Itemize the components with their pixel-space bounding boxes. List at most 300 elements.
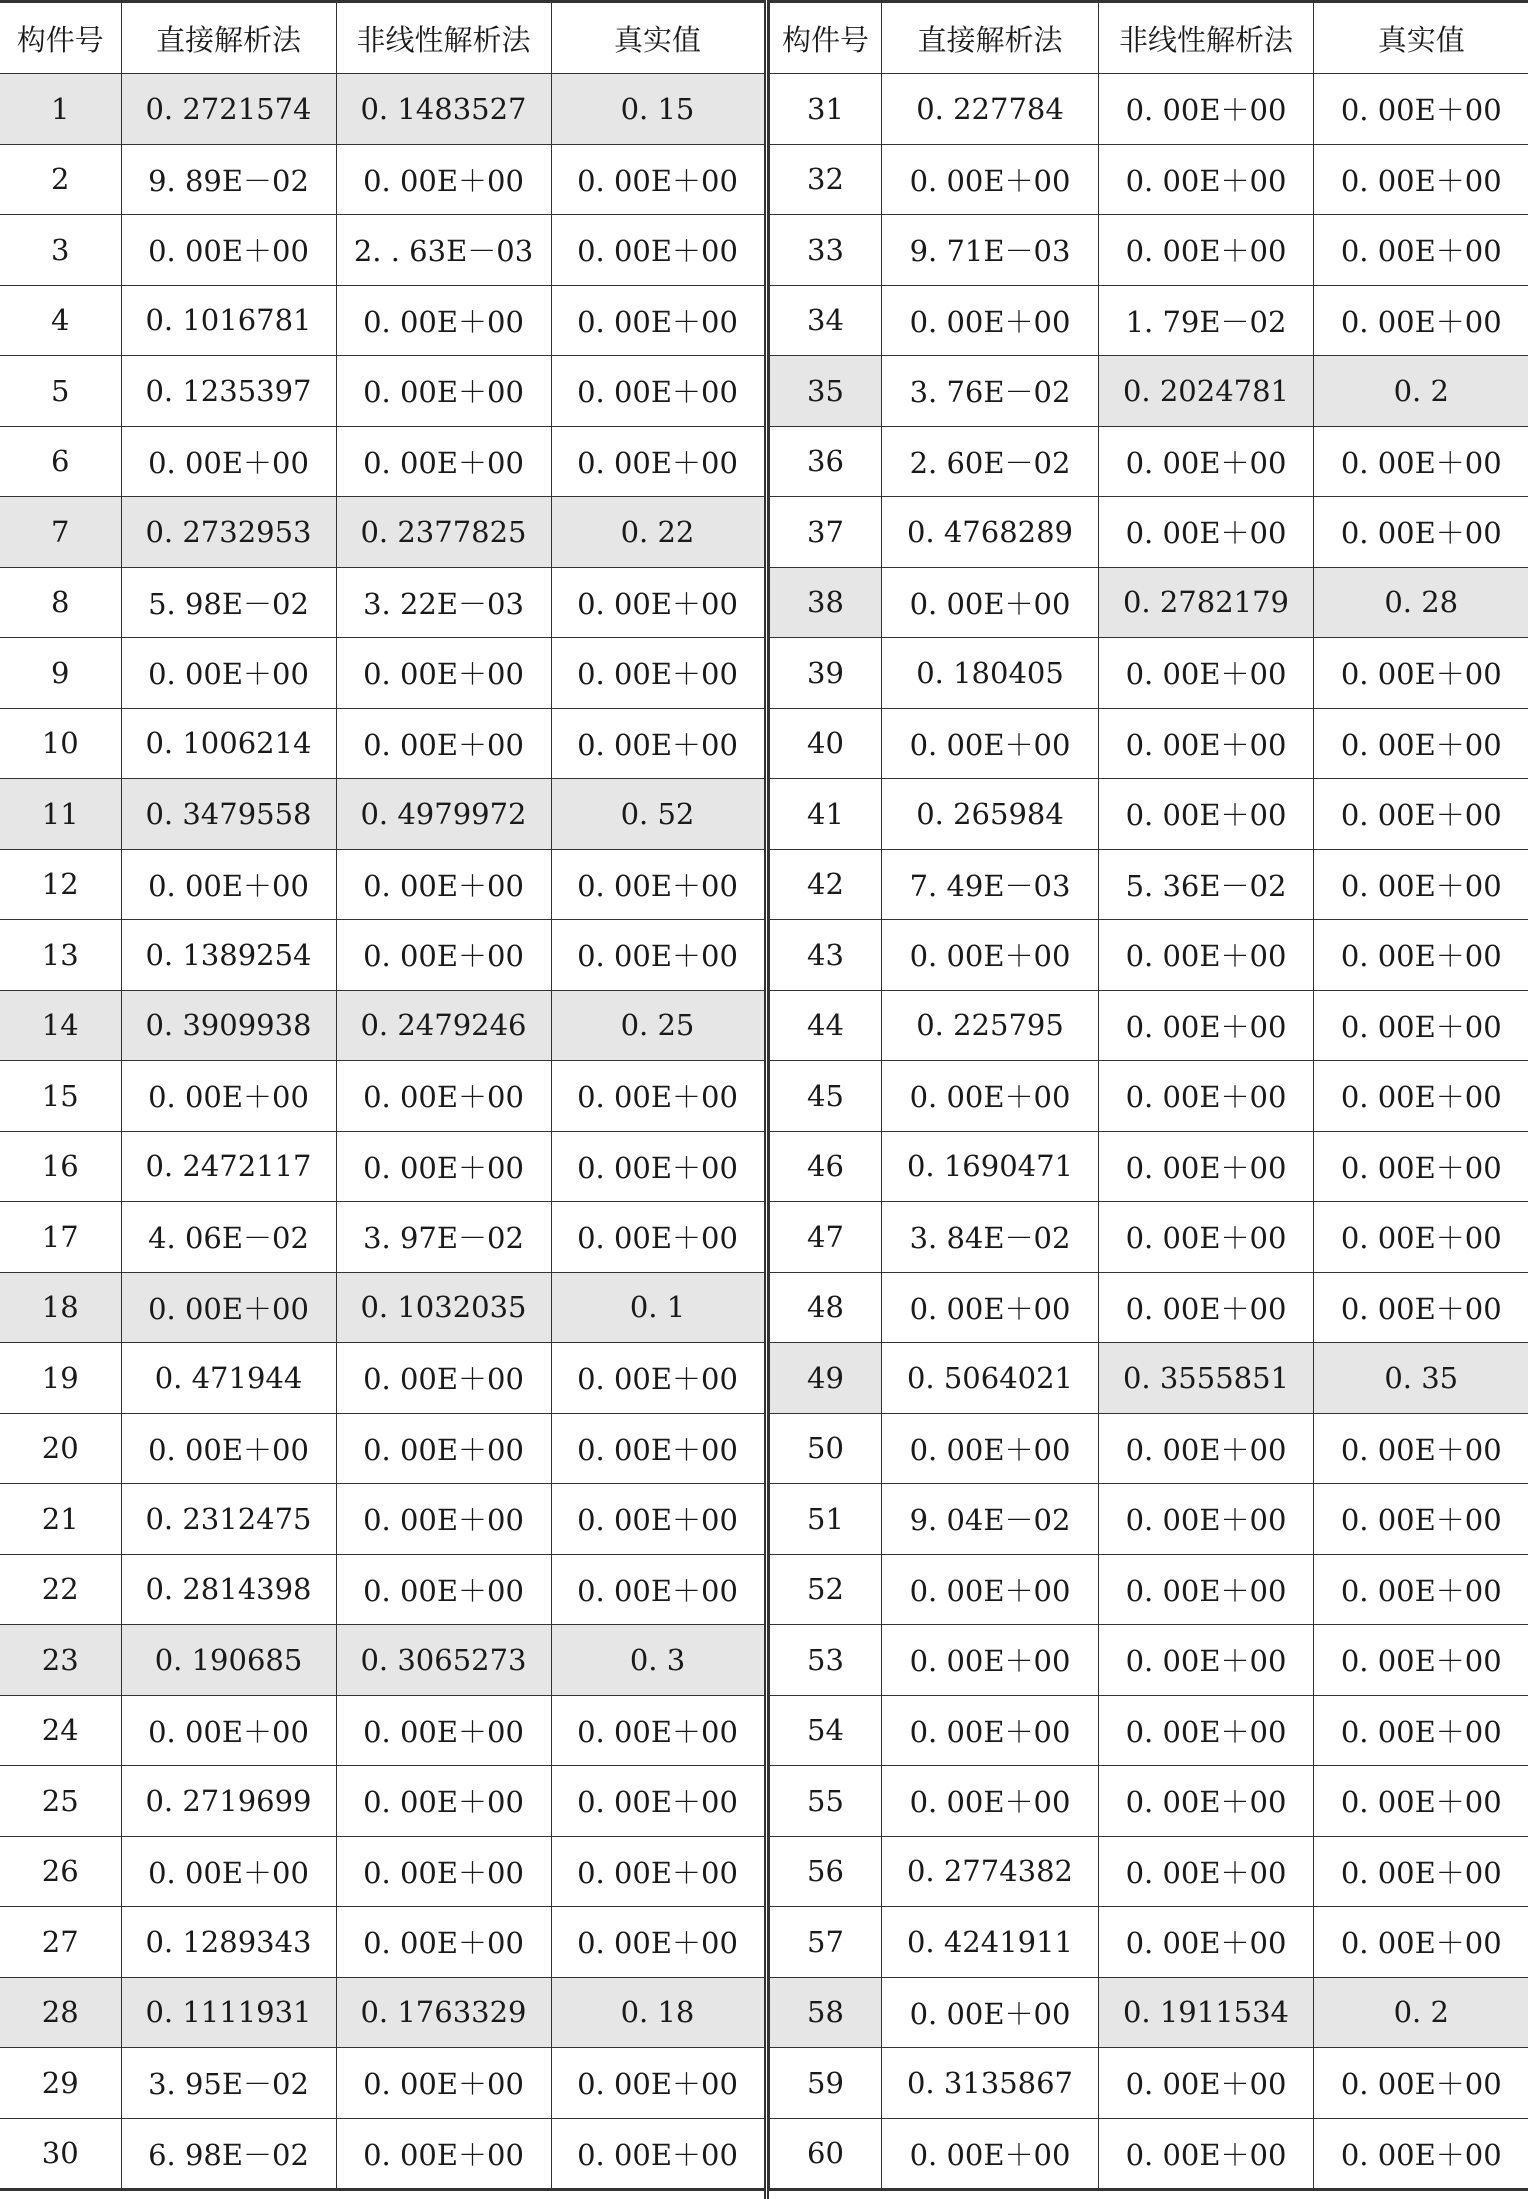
cell-id: 50 [770, 1413, 882, 1484]
table-row [770, 1272, 1528, 1343]
cell-true: 0. 00E＋00 [1314, 779, 1528, 850]
cell-true: 0. 00E＋00 [551, 2048, 764, 2119]
cell-true: 0. 00E＋00 [551, 1836, 764, 1907]
table-row [770, 1554, 1528, 1625]
cell-direct: 0. 265984 [882, 779, 1099, 850]
cell-direct: 9. 04E－02 [882, 1484, 1099, 1555]
cell-direct: 9. 89E－02 [121, 144, 336, 215]
cell-nonlinear: 0. 00E＋00 [336, 1554, 551, 1625]
cell-true: 0. 52 [551, 779, 764, 850]
cell-true: 0. 00E＋00 [551, 1766, 764, 1837]
cell-direct: 0. 00E＋00 [121, 1272, 336, 1343]
cell-id: 12 [0, 849, 121, 920]
table-row [0, 1413, 764, 1484]
cell-true: 0. 00E＋00 [1314, 1061, 1528, 1132]
cell-true: 0. 00E＋00 [1314, 1907, 1528, 1978]
table-row [770, 2118, 1528, 2190]
cell-id: 42 [770, 849, 882, 920]
cell-direct: 0. 4241911 [882, 1907, 1099, 1978]
cell-true: 0. 00E＋00 [1314, 1625, 1528, 1696]
cell-direct: 0. 471944 [121, 1343, 336, 1414]
cell-id: 38 [770, 567, 882, 638]
table-row [770, 779, 1528, 850]
cell-true: 0. 00E＋00 [1314, 849, 1528, 920]
left-table-body [0, 74, 764, 2190]
cell-direct: 0. 4768289 [882, 497, 1099, 568]
cell-true: 0. 00E＋00 [1314, 1413, 1528, 1484]
cell-direct: 0. 00E＋00 [882, 144, 1099, 215]
cell-nonlinear: 0. 1483527 [336, 74, 551, 145]
table-row [770, 2048, 1528, 2119]
cell-nonlinear: 0. 00E＋00 [336, 2048, 551, 2119]
table-row [770, 1484, 1528, 1555]
cell-id: 19 [0, 1343, 121, 1414]
cell-direct: 0. 1289343 [121, 1907, 336, 1978]
cell-id: 57 [770, 1907, 882, 1978]
cell-id: 31 [770, 74, 882, 145]
cell-direct: 0. 00E＋00 [121, 1061, 336, 1132]
table-row [0, 708, 764, 779]
cell-true: 0. 00E＋00 [1314, 1766, 1528, 1837]
right-table-body [770, 74, 1528, 2190]
cell-true: 0. 00E＋00 [551, 2118, 764, 2190]
cell-direct: 0. 2719699 [121, 1766, 336, 1837]
table-row [770, 1131, 1528, 1202]
cell-direct: 0. 227784 [882, 74, 1099, 145]
cell-direct: 0. 00E＋00 [882, 1554, 1099, 1625]
table-row [770, 1625, 1528, 1696]
header-nonlinear: 非线性解析法 [1099, 2, 1314, 74]
cell-nonlinear: 0. 00E＋00 [1099, 638, 1314, 709]
cell-true: 0. 00E＋00 [551, 708, 764, 779]
table-row [770, 920, 1528, 991]
table-row [0, 2048, 764, 2119]
cell-true: 0. 00E＋00 [551, 285, 764, 356]
cell-direct: 0. 00E＋00 [121, 426, 336, 497]
cell-direct: 3. 76E－02 [882, 356, 1099, 427]
cell-direct: 0. 2814398 [121, 1554, 336, 1625]
cell-id: 60 [770, 2118, 882, 2190]
cell-true: 0. 00E＋00 [1314, 1272, 1528, 1343]
header-true: 真实值 [1314, 2, 1528, 74]
cell-nonlinear: 0. 00E＋00 [1099, 2048, 1314, 2119]
cell-nonlinear: 0. 00E＋00 [336, 1343, 551, 1414]
cell-true: 0. 00E＋00 [1314, 426, 1528, 497]
header-direct: 直接解析法 [882, 2, 1099, 74]
cell-direct: 0. 2774382 [882, 1836, 1099, 1907]
header-row [770, 2, 1528, 74]
cell-id: 56 [770, 1836, 882, 1907]
cell-direct: 0. 1111931 [121, 1977, 336, 2048]
cell-nonlinear: 0. 00E＋00 [336, 1484, 551, 1555]
cell-id: 17 [0, 1202, 121, 1273]
cell-nonlinear: 0. 00E＋00 [336, 144, 551, 215]
cell-id: 48 [770, 1272, 882, 1343]
table-row [770, 708, 1528, 779]
cell-direct: 4. 06E－02 [121, 1202, 336, 1273]
cell-id: 51 [770, 1484, 882, 1555]
table-row [770, 426, 1528, 497]
table-row [0, 1766, 764, 1837]
cell-nonlinear: 0. 00E＋00 [336, 1907, 551, 1978]
cell-id: 25 [0, 1766, 121, 1837]
cell-direct: 0. 3135867 [882, 2048, 1099, 2119]
cell-direct: 0. 1006214 [121, 708, 336, 779]
cell-true: 0. 2 [1314, 1977, 1528, 2048]
cell-nonlinear: 0. 00E＋00 [336, 1413, 551, 1484]
cell-direct: 0. 2472117 [121, 1131, 336, 1202]
cell-id: 59 [770, 2048, 882, 2119]
cell-nonlinear: 0. 00E＋00 [336, 1766, 551, 1837]
cell-id: 35 [770, 356, 882, 427]
cell-id: 29 [0, 2048, 121, 2119]
table-row [0, 1202, 764, 1273]
cell-true: 0. 00E＋00 [551, 1484, 764, 1555]
cell-true: 0. 18 [551, 1977, 764, 2048]
table-row [0, 1272, 764, 1343]
table-row [0, 1131, 764, 1202]
cell-true: 0. 2 [1314, 356, 1528, 427]
header-true: 真实值 [551, 2, 764, 74]
cell-nonlinear: 0. 3065273 [336, 1625, 551, 1696]
cell-nonlinear: 0. 00E＋00 [336, 285, 551, 356]
table-row [770, 1977, 1528, 2048]
table-right-half [769, 0, 1528, 2199]
cell-true: 0. 00E＋00 [551, 1202, 764, 1273]
cell-nonlinear: 0. 4979972 [336, 779, 551, 850]
cell-true: 0. 00E＋00 [1314, 2048, 1528, 2119]
cell-nonlinear: 1. 79E－02 [1099, 285, 1314, 356]
cell-true: 0. 00E＋00 [1314, 1484, 1528, 1555]
cell-direct: 7. 49E－03 [882, 849, 1099, 920]
cell-nonlinear: 0. 00E＋00 [1099, 497, 1314, 568]
cell-direct: 0. 00E＋00 [882, 1766, 1099, 1837]
cell-true: 0. 00E＋00 [551, 920, 764, 991]
right-table [769, 0, 1528, 2191]
cell-id: 2 [0, 144, 121, 215]
cell-true: 0. 25 [551, 990, 764, 1061]
cell-nonlinear: 0. 00E＋00 [1099, 144, 1314, 215]
table-row [770, 497, 1528, 568]
cell-direct: 2. 60E－02 [882, 426, 1099, 497]
cell-nonlinear: 0. 00E＋00 [1099, 426, 1314, 497]
cell-nonlinear: 0. 00E＋00 [336, 849, 551, 920]
header-id: 构件号 [770, 2, 882, 74]
cell-direct: 0. 00E＋00 [882, 2118, 1099, 2190]
table-row [770, 1836, 1528, 1907]
table-row [770, 990, 1528, 1061]
cell-direct: 0. 2721574 [121, 74, 336, 145]
cell-nonlinear: 0. 2479246 [336, 990, 551, 1061]
cell-true: 0. 00E＋00 [1314, 1836, 1528, 1907]
cell-true: 0. 00E＋00 [1314, 497, 1528, 568]
cell-nonlinear: 0. 3555851 [1099, 1343, 1314, 1414]
cell-nonlinear: 0. 00E＋00 [1099, 1413, 1314, 1484]
table-row [0, 990, 764, 1061]
cell-true: 0. 3 [551, 1625, 764, 1696]
cell-id: 45 [770, 1061, 882, 1132]
cell-id: 4 [0, 285, 121, 356]
cell-id: 7 [0, 497, 121, 568]
cell-direct: 3. 95E－02 [121, 2048, 336, 2119]
cell-true: 0. 00E＋00 [551, 567, 764, 638]
cell-nonlinear: 0. 00E＋00 [336, 1061, 551, 1132]
header-direct: 直接解析法 [121, 2, 336, 74]
cell-true: 0. 00E＋00 [551, 849, 764, 920]
cell-nonlinear: 0. 00E＋00 [336, 1131, 551, 1202]
cell-nonlinear: 0. 2377825 [336, 497, 551, 568]
cell-nonlinear: 0. 00E＋00 [1099, 990, 1314, 1061]
cell-nonlinear: 0. 00E＋00 [1099, 215, 1314, 286]
cell-nonlinear: 0. 00E＋00 [1099, 1061, 1314, 1132]
header-nonlinear: 非线性解析法 [336, 2, 551, 74]
cell-true: 0. 00E＋00 [1314, 285, 1528, 356]
cell-true: 0. 00E＋00 [551, 215, 764, 286]
cell-true: 0. 00E＋00 [1314, 920, 1528, 991]
cell-nonlinear: 0. 00E＋00 [1099, 1554, 1314, 1625]
table-row [770, 1695, 1528, 1766]
cell-true: 0. 00E＋00 [1314, 215, 1528, 286]
table-row [770, 1907, 1528, 1978]
cell-id: 5 [0, 356, 121, 427]
cell-direct: 0. 1235397 [121, 356, 336, 427]
cell-id: 32 [770, 144, 882, 215]
left-table [0, 0, 765, 2191]
cell-true: 0. 00E＋00 [1314, 1695, 1528, 1766]
cell-nonlinear: 0. 00E＋00 [1099, 1907, 1314, 1978]
cell-nonlinear: 0. 1911534 [1099, 1977, 1314, 2048]
cell-true: 0. 00E＋00 [551, 356, 764, 427]
cell-true: 0. 28 [1314, 567, 1528, 638]
table-row [0, 74, 764, 145]
cell-nonlinear: 2. . 63E－03 [336, 215, 551, 286]
cell-id: 26 [0, 1836, 121, 1907]
cell-direct: 0. 1016781 [121, 285, 336, 356]
cell-id: 10 [0, 708, 121, 779]
cell-direct: 0. 00E＋00 [121, 1836, 336, 1907]
cell-direct: 0. 190685 [121, 1625, 336, 1696]
cell-nonlinear: 0. 00E＋00 [336, 1695, 551, 1766]
table-row [0, 1836, 764, 1907]
cell-direct: 0. 2312475 [121, 1484, 336, 1555]
cell-true: 0. 00E＋00 [551, 1131, 764, 1202]
table-row [770, 638, 1528, 709]
cell-nonlinear: 0. 2024781 [1099, 356, 1314, 427]
cell-nonlinear: 0. 00E＋00 [1099, 1131, 1314, 1202]
table-row [770, 215, 1528, 286]
cell-true: 0. 00E＋00 [551, 1413, 764, 1484]
table-row [0, 1554, 764, 1625]
cell-id: 39 [770, 638, 882, 709]
cell-true: 0. 00E＋00 [551, 638, 764, 709]
cell-id: 16 [0, 1131, 121, 1202]
cell-true: 0. 00E＋00 [551, 1695, 764, 1766]
cell-id: 24 [0, 1695, 121, 1766]
header-row [0, 2, 764, 74]
table-row [0, 920, 764, 991]
table-row [770, 567, 1528, 638]
cell-id: 41 [770, 779, 882, 850]
cell-nonlinear: 0. 00E＋00 [1099, 1836, 1314, 1907]
cell-true: 0. 00E＋00 [1314, 144, 1528, 215]
cell-id: 9 [0, 638, 121, 709]
cell-id: 3 [0, 215, 121, 286]
cell-direct: 0. 00E＋00 [121, 215, 336, 286]
table-row [0, 2118, 764, 2190]
cell-nonlinear: 0. 1032035 [336, 1272, 551, 1343]
table-row [770, 1202, 1528, 1273]
cell-id: 53 [770, 1625, 882, 1696]
cell-true: 0. 00E＋00 [1314, 2118, 1528, 2190]
cell-direct: 0. 00E＋00 [882, 1695, 1099, 1766]
table-row [0, 1061, 764, 1132]
cell-nonlinear: 0. 00E＋00 [336, 1836, 551, 1907]
table-row [770, 285, 1528, 356]
table-row [0, 849, 764, 920]
cell-id: 8 [0, 567, 121, 638]
cell-id: 40 [770, 708, 882, 779]
cell-direct: 0. 3909938 [121, 990, 336, 1061]
table-row [770, 1413, 1528, 1484]
cell-id: 1 [0, 74, 121, 145]
cell-nonlinear: 0. 00E＋00 [336, 920, 551, 991]
cell-nonlinear: 0. 00E＋00 [1099, 920, 1314, 991]
cell-nonlinear: 0. 00E＋00 [1099, 1272, 1314, 1343]
table-row [0, 215, 764, 286]
cell-direct: 0. 00E＋00 [882, 1061, 1099, 1132]
cell-direct: 0. 225795 [882, 990, 1099, 1061]
table-row [0, 567, 764, 638]
table-row [770, 356, 1528, 427]
cell-nonlinear: 0. 00E＋00 [1099, 1484, 1314, 1555]
table-row [0, 426, 764, 497]
cell-nonlinear: 0. 00E＋00 [1099, 779, 1314, 850]
cell-nonlinear: 0. 1763329 [336, 1977, 551, 2048]
cell-true: 0. 1 [551, 1272, 764, 1343]
cell-id: 34 [770, 285, 882, 356]
cell-nonlinear: 0. 00E＋00 [336, 2118, 551, 2190]
cell-nonlinear: 0. 00E＋00 [1099, 2118, 1314, 2190]
cell-id: 22 [0, 1554, 121, 1625]
cell-nonlinear: 0. 00E＋00 [1099, 1202, 1314, 1273]
cell-id: 52 [770, 1554, 882, 1625]
cell-id: 21 [0, 1484, 121, 1555]
cell-id: 30 [0, 2118, 121, 2190]
table-row [0, 285, 764, 356]
cell-direct: 0. 00E＋00 [882, 920, 1099, 991]
table-row [0, 1625, 764, 1696]
cell-nonlinear: 0. 00E＋00 [336, 356, 551, 427]
table-row [0, 1695, 764, 1766]
cell-id: 14 [0, 990, 121, 1061]
cell-direct: 0. 00E＋00 [882, 1272, 1099, 1343]
cell-nonlinear: 3. 22E－03 [336, 567, 551, 638]
cell-direct: 0. 00E＋00 [121, 1695, 336, 1766]
cell-direct: 0. 00E＋00 [121, 849, 336, 920]
cell-true: 0. 15 [551, 74, 764, 145]
cell-nonlinear: 0. 2782179 [1099, 567, 1314, 638]
cell-id: 46 [770, 1131, 882, 1202]
cell-true: 0. 00E＋00 [1314, 1131, 1528, 1202]
cell-id: 36 [770, 426, 882, 497]
cell-true: 0. 00E＋00 [551, 1061, 764, 1132]
cell-direct: 0. 3479558 [121, 779, 336, 850]
table-row [0, 1484, 764, 1555]
table-row [0, 638, 764, 709]
cell-id: 49 [770, 1343, 882, 1414]
cell-id: 6 [0, 426, 121, 497]
cell-id: 55 [770, 1766, 882, 1837]
cell-nonlinear: 0. 00E＋00 [1099, 1695, 1314, 1766]
cell-id: 27 [0, 1907, 121, 1978]
cell-nonlinear: 0. 00E＋00 [336, 426, 551, 497]
cell-true: 0. 00E＋00 [1314, 1202, 1528, 1273]
table-row [770, 74, 1528, 145]
cell-id: 44 [770, 990, 882, 1061]
cell-id: 11 [0, 779, 121, 850]
table-row [0, 497, 764, 568]
cell-direct: 0. 00E＋00 [882, 567, 1099, 638]
cell-nonlinear: 0. 00E＋00 [336, 638, 551, 709]
header-id: 构件号 [0, 2, 121, 74]
cell-direct: 0. 00E＋00 [882, 285, 1099, 356]
cell-id: 37 [770, 497, 882, 568]
cell-direct: 0. 1389254 [121, 920, 336, 991]
cell-direct: 0. 00E＋00 [121, 1413, 336, 1484]
cell-direct: 0. 1690471 [882, 1131, 1099, 1202]
cell-nonlinear: 0. 00E＋00 [1099, 708, 1314, 779]
cell-true: 0. 00E＋00 [1314, 1554, 1528, 1625]
cell-true: 0. 00E＋00 [551, 144, 764, 215]
cell-direct: 3. 84E－02 [882, 1202, 1099, 1273]
table-row [770, 849, 1528, 920]
cell-nonlinear: 0. 00E＋00 [1099, 74, 1314, 145]
cell-true: 0. 00E＋00 [1314, 990, 1528, 1061]
table-row [770, 1343, 1528, 1414]
cell-true: 0. 00E＋00 [551, 1554, 764, 1625]
cell-nonlinear: 0. 00E＋00 [1099, 1766, 1314, 1837]
table-row [770, 1766, 1528, 1837]
cell-id: 58 [770, 1977, 882, 2048]
cell-id: 43 [770, 920, 882, 991]
cell-nonlinear: 0. 00E＋00 [1099, 1625, 1314, 1696]
cell-direct: 0. 00E＋00 [121, 638, 336, 709]
cell-direct: 0. 00E＋00 [882, 1625, 1099, 1696]
cell-nonlinear: 3. 97E－02 [336, 1202, 551, 1273]
cell-direct: 0. 2732953 [121, 497, 336, 568]
table-row [770, 144, 1528, 215]
cell-direct: 9. 71E－03 [882, 215, 1099, 286]
cell-true: 0. 00E＋00 [1314, 74, 1528, 145]
table-row [0, 356, 764, 427]
cell-id: 20 [0, 1413, 121, 1484]
cell-id: 47 [770, 1202, 882, 1273]
cell-true: 0. 35 [1314, 1343, 1528, 1414]
cell-nonlinear: 5. 36E－02 [1099, 849, 1314, 920]
cell-direct: 0. 00E＋00 [882, 708, 1099, 779]
cell-id: 54 [770, 1695, 882, 1766]
cell-direct: 0. 180405 [882, 638, 1099, 709]
cell-true: 0. 00E＋00 [1314, 708, 1528, 779]
cell-direct: 5. 98E－02 [121, 567, 336, 638]
cell-true: 0. 00E＋00 [551, 426, 764, 497]
cell-nonlinear: 0. 00E＋00 [336, 708, 551, 779]
table-row [0, 779, 764, 850]
cell-true: 0. 22 [551, 497, 764, 568]
table-row [0, 1977, 764, 2048]
cell-id: 33 [770, 215, 882, 286]
cell-direct: 0. 00E＋00 [882, 1977, 1099, 2048]
